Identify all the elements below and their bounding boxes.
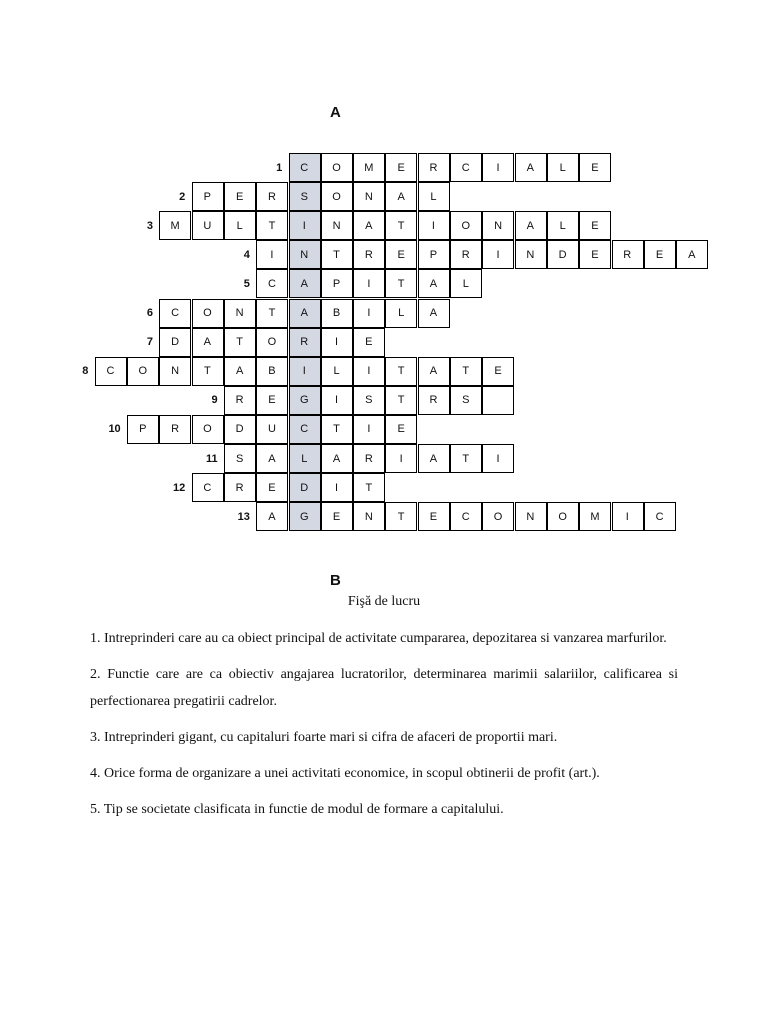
crossword-cell[interactable]: D: [159, 328, 191, 357]
clue-number-7: 7: [146, 336, 153, 349]
crossword-cell[interactable]: I: [353, 299, 385, 328]
crossword-cell[interactable]: A: [289, 269, 321, 298]
crossword-cell[interactable]: T: [192, 357, 224, 386]
crossword-cell[interactable]: S: [224, 444, 256, 473]
crossword-cell[interactable]: T: [256, 299, 288, 328]
crossword-cell[interactable]: A: [256, 502, 288, 531]
question-2: 2. Functie care are ca obiectiv angajarea lucratorilor, determinarea marimii salariilor, calificarea si perfectionarea pregatirii cadrelor.: [90, 667, 678, 709]
crossword-cell[interactable]: O: [547, 502, 579, 531]
crossword-cell[interactable]: R: [224, 386, 256, 415]
crossword-cell[interactable]: E: [224, 182, 256, 211]
crossword-cell[interactable]: E: [385, 415, 417, 444]
crossword-cell[interactable]: O: [321, 153, 353, 182]
crossword-cell[interactable]: O: [192, 299, 224, 328]
crossword-cell[interactable]: R: [289, 328, 321, 357]
crossword-cell[interactable]: C: [450, 153, 482, 182]
crossword-cell[interactable]: C: [450, 502, 482, 531]
crossword-cell[interactable]: R: [418, 153, 450, 182]
crossword-cell[interactable]: I: [482, 153, 514, 182]
crossword-cell[interactable]: M: [159, 211, 191, 240]
crossword-cell[interactable]: T: [385, 269, 417, 298]
crossword-cell[interactable]: O: [482, 502, 514, 531]
crossword-cell[interactable]: T: [385, 386, 417, 415]
crossword-cell[interactable]: N: [224, 299, 256, 328]
crossword-cell[interactable]: R: [418, 386, 450, 415]
clue-number-4: 4: [243, 248, 250, 261]
clue-number-9: 9: [211, 394, 218, 407]
crossword-cell[interactable]: S: [450, 386, 482, 415]
crossword-cell[interactable]: I: [482, 240, 514, 269]
crossword-cell[interactable]: C: [644, 502, 676, 531]
crossword-cell[interactable]: E: [482, 357, 514, 386]
crossword-cell[interactable]: I: [289, 357, 321, 386]
crossword-cell[interactable]: N: [515, 502, 547, 531]
crossword-cell[interactable]: A: [256, 444, 288, 473]
crossword-cell[interactable]: A: [418, 269, 450, 298]
crossword-cell[interactable]: A: [515, 211, 547, 240]
crossword-cell[interactable]: A: [515, 153, 547, 182]
clue-number-1: 1: [276, 161, 283, 174]
crossword-cell[interactable]: I: [353, 269, 385, 298]
crossword-cell[interactable]: M: [579, 502, 611, 531]
crossword-cell[interactable]: P: [127, 415, 159, 444]
crossword-cell[interactable]: N: [289, 240, 321, 269]
question-1: 1. Intreprinderi care au ca obiect principal de activitate cumpararea, depozitarea si vanzarea marfurilor.: [90, 631, 667, 646]
crossword-cell[interactable]: C: [256, 269, 288, 298]
crossword-cell[interactable]: A: [353, 211, 385, 240]
crossword-cell[interactable]: N: [159, 357, 191, 386]
crossword-cell[interactable]: L: [547, 153, 579, 182]
crossword-cell[interactable]: M: [353, 153, 385, 182]
crossword-cell[interactable]: O: [256, 328, 288, 357]
clue-number-8: 8: [82, 365, 89, 378]
question-3: 3. Intreprinderi gigant, cu capitaluri foarte mari si cifra de afaceri de proportii mari.: [90, 730, 558, 745]
crossword-cell[interactable]: E: [385, 153, 417, 182]
crossword-cell[interactable]: G: [289, 502, 321, 531]
crossword-cell[interactable]: E: [579, 153, 611, 182]
section-a-label: A: [330, 104, 341, 121]
clue-number-10: 10: [108, 423, 121, 436]
crossword-cell[interactable]: N: [353, 502, 385, 531]
crossword-cell[interactable]: T: [224, 328, 256, 357]
clue-number-6: 6: [146, 307, 153, 319]
clue-number-11: 11: [205, 452, 218, 465]
crossword-cell[interactable]: C: [95, 357, 127, 386]
crossword-cell[interactable]: E: [579, 211, 611, 240]
crossword-cell[interactable]: L: [418, 182, 450, 211]
crossword-cell[interactable]: T: [385, 502, 417, 531]
crossword-cell[interactable]: R: [159, 415, 191, 444]
crossword-cell[interactable]: N: [353, 182, 385, 211]
crossword-cell[interactable]: A: [321, 444, 353, 473]
clue-number-12: 12: [173, 481, 186, 494]
crossword-cell[interactable]: E: [644, 240, 676, 269]
crossword-cell[interactable]: E: [353, 328, 385, 357]
crossword-cell[interactable]: R: [353, 240, 385, 269]
crossword-cell[interactable]: C: [289, 153, 321, 182]
crossword-cell[interactable]: T: [256, 211, 288, 240]
question-5: 5. Tip se societate clasificata in functie de modul de formare a capitalului.: [90, 802, 504, 817]
crossword-cell[interactable]: L: [385, 299, 417, 328]
crossword-cell[interactable]: B: [256, 357, 288, 386]
crossword-cell[interactable]: P: [192, 182, 224, 211]
clue-number-2: 2: [179, 190, 186, 203]
crossword-cell[interactable]: D: [547, 240, 579, 269]
crossword-cell[interactable]: N: [515, 240, 547, 269]
crossword-cell[interactable]: E: [579, 240, 611, 269]
crossword-cell[interactable]: A: [224, 357, 256, 386]
crossword-cell[interactable]: I: [385, 444, 417, 473]
crossword-cell[interactable]: C: [159, 299, 191, 328]
crossword-cell[interactable]: R: [224, 473, 256, 502]
crossword-cell[interactable]: S: [289, 182, 321, 211]
crossword-cell[interactable]: S: [353, 386, 385, 415]
crossword-cell[interactable]: I: [256, 240, 288, 269]
crossword-cell[interactable]: B: [321, 299, 353, 328]
crossword-cell[interactable]: T: [353, 473, 385, 502]
crossword-cell[interactable]: D: [289, 473, 321, 502]
crossword-cell[interactable]: I: [321, 386, 353, 415]
crossword-cell[interactable]: L: [547, 211, 579, 240]
crossword-cell[interactable]: I: [321, 473, 353, 502]
crossword-cell[interactable]: R: [256, 182, 288, 211]
crossword-cell[interactable]: T: [450, 444, 482, 473]
crossword-cell[interactable]: A: [418, 444, 450, 473]
crossword-cell[interactable]: A: [676, 240, 708, 269]
section-b-label: B: [330, 572, 341, 589]
clue-number-5: 5: [243, 277, 250, 290]
crossword-cell[interactable]: T: [321, 240, 353, 269]
crossword-cell[interactable]: N: [482, 211, 514, 240]
crossword-cell[interactable]: L: [224, 211, 256, 240]
crossword-cell[interactable]: R: [612, 240, 644, 269]
crossword-cell[interactable]: E: [418, 502, 450, 531]
crossword-cell[interactable]: E: [385, 240, 417, 269]
crossword-cell[interactable]: G: [289, 386, 321, 415]
crossword-cell[interactable]: N: [321, 211, 353, 240]
crossword-cell[interactable]: I: [418, 211, 450, 240]
crossword-cell[interactable]: C: [289, 415, 321, 444]
crossword-cell[interactable]: O: [450, 211, 482, 240]
crossword-cell[interactable]: E: [256, 473, 288, 502]
crossword-cell[interactable]: L: [450, 269, 482, 298]
crossword-cell[interactable]: E: [321, 502, 353, 531]
crossword-cell[interactable]: D: [224, 415, 256, 444]
crossword-cell[interactable]: R: [450, 240, 482, 269]
crossword-cell[interactable]: [482, 386, 514, 415]
crossword-cell[interactable]: O: [321, 182, 353, 211]
crossword-cell[interactable]: I: [353, 415, 385, 444]
crossword-cell[interactable]: R: [353, 444, 385, 473]
crossword-cell[interactable]: I: [289, 211, 321, 240]
crossword-cell[interactable]: E: [256, 386, 288, 415]
crossword-cell[interactable]: C: [192, 473, 224, 502]
crossword-cell[interactable]: U: [256, 415, 288, 444]
worksheet-title: Fişă de lucru: [347, 594, 421, 609]
clue-number-3: 3: [146, 219, 153, 232]
crossword-cell[interactable]: A: [418, 357, 450, 386]
question-list: [90, 625, 678, 832]
crossword-cell[interactable]: L: [321, 357, 353, 386]
crossword-cell[interactable]: P: [418, 240, 450, 269]
crossword-cell[interactable]: I: [612, 502, 644, 531]
crossword-cell[interactable]: T: [385, 357, 417, 386]
clue-number-13: 13: [237, 510, 250, 523]
crossword-cell[interactable]: T: [321, 415, 353, 444]
crossword-cell[interactable]: A: [385, 182, 417, 211]
crossword-cell[interactable]: A: [192, 328, 224, 357]
crossword-cell[interactable]: O: [127, 357, 159, 386]
crossword-cell[interactable]: I: [353, 357, 385, 386]
crossword-cell[interactable]: I: [482, 444, 514, 473]
crossword-cell[interactable]: A: [418, 299, 450, 328]
crossword-cell[interactable]: L: [289, 444, 321, 473]
crossword-cell[interactable]: T: [450, 357, 482, 386]
question-4: 4. Orice forma de organizare a unei activitati economice, in scopul obtinerii de profit (art.).: [90, 766, 600, 781]
crossword-cell[interactable]: T: [385, 211, 417, 240]
crossword-cell[interactable]: U: [192, 211, 224, 240]
crossword-cell[interactable]: I: [321, 328, 353, 357]
crossword-cell[interactable]: P: [321, 269, 353, 298]
crossword-cell[interactable]: A: [289, 299, 321, 328]
crossword-cell[interactable]: O: [192, 415, 224, 444]
